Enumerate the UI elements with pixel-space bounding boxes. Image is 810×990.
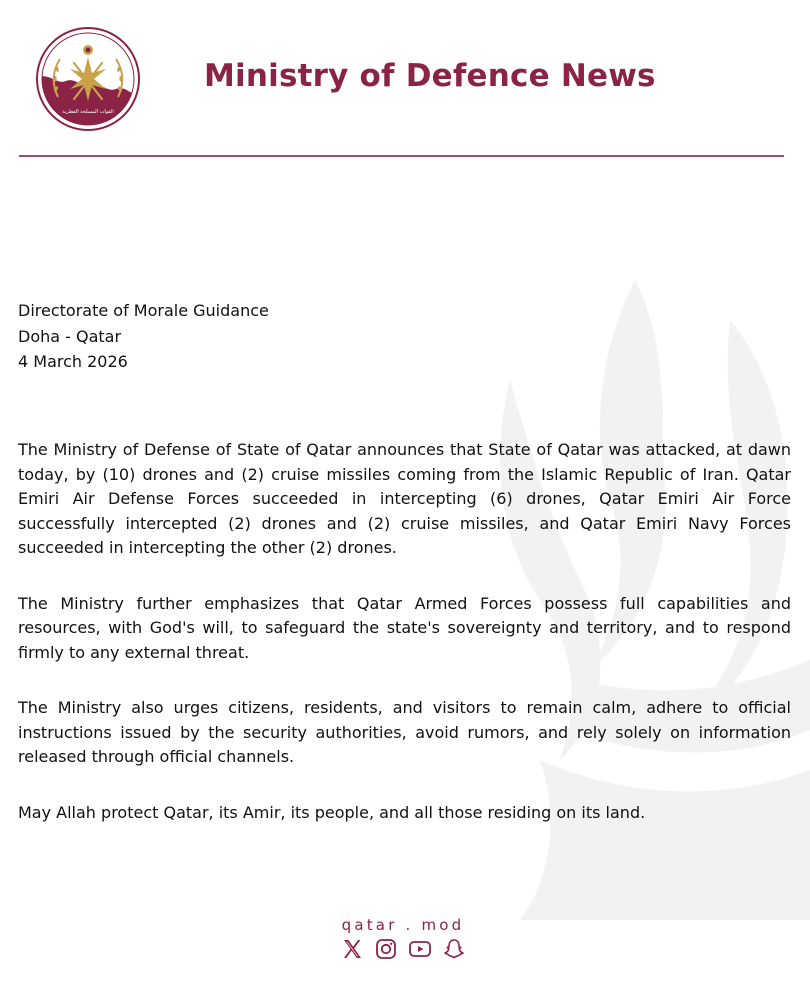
snapchat-icon[interactable] (442, 937, 466, 961)
social-handle: qatar . mod (341, 916, 465, 934)
logo-text: القوات المسلحة القطرية (62, 109, 114, 115)
paragraph-2: The Ministry further emphasizes that Qatar Armed Forces possess full capabilities and resources, with God's will, to safeguard the state's sovereignty and territory, and to respond firmly to any external threat. (18, 593, 791, 662)
dateline (18, 298, 269, 375)
paragraph-3: The Ministry also urges citizens, residents, and visitors to remain calm, adhere to official instructions issued by the security authorities, avoid rumors, and rely solely on information released through official channels. (18, 698, 791, 766)
page-title: Ministry of Defence News (204, 58, 656, 94)
instagram-icon[interactable] (374, 937, 398, 961)
x-icon[interactable] (340, 937, 364, 961)
paragraph-4: May Allah protect Qatar, its Amir, its people, and all those residing on its land. (18, 802, 646, 822)
date: 4 March 2026 (18, 352, 128, 371)
ministry-logo (36, 27, 140, 131)
location: Doha - Qatar (18, 326, 122, 346)
social-icons (335, 937, 471, 961)
social-footer (335, 916, 471, 961)
directorate: Directorate of Morale Guidance (18, 301, 269, 320)
statement-body (18, 438, 791, 856)
header-divider (19, 155, 784, 157)
youtube-icon[interactable] (408, 937, 432, 961)
paragraph-1: The Ministry of Defense of State of Qatar announces that State of Qatar was attacked, at dawn today, by (10) drones and (2) cruise missiles coming from the Islamic Republic of Iran. Qatar Emiri Air Defense Forces succeeded in intercepting (6) drones, Qatar Emiri Air Force successfully intercepted (2) drones and (2) cruise missiles, and Qatar Emiri Navy Forces succeeded in intercepting the other (2) drones. (18, 440, 791, 557)
